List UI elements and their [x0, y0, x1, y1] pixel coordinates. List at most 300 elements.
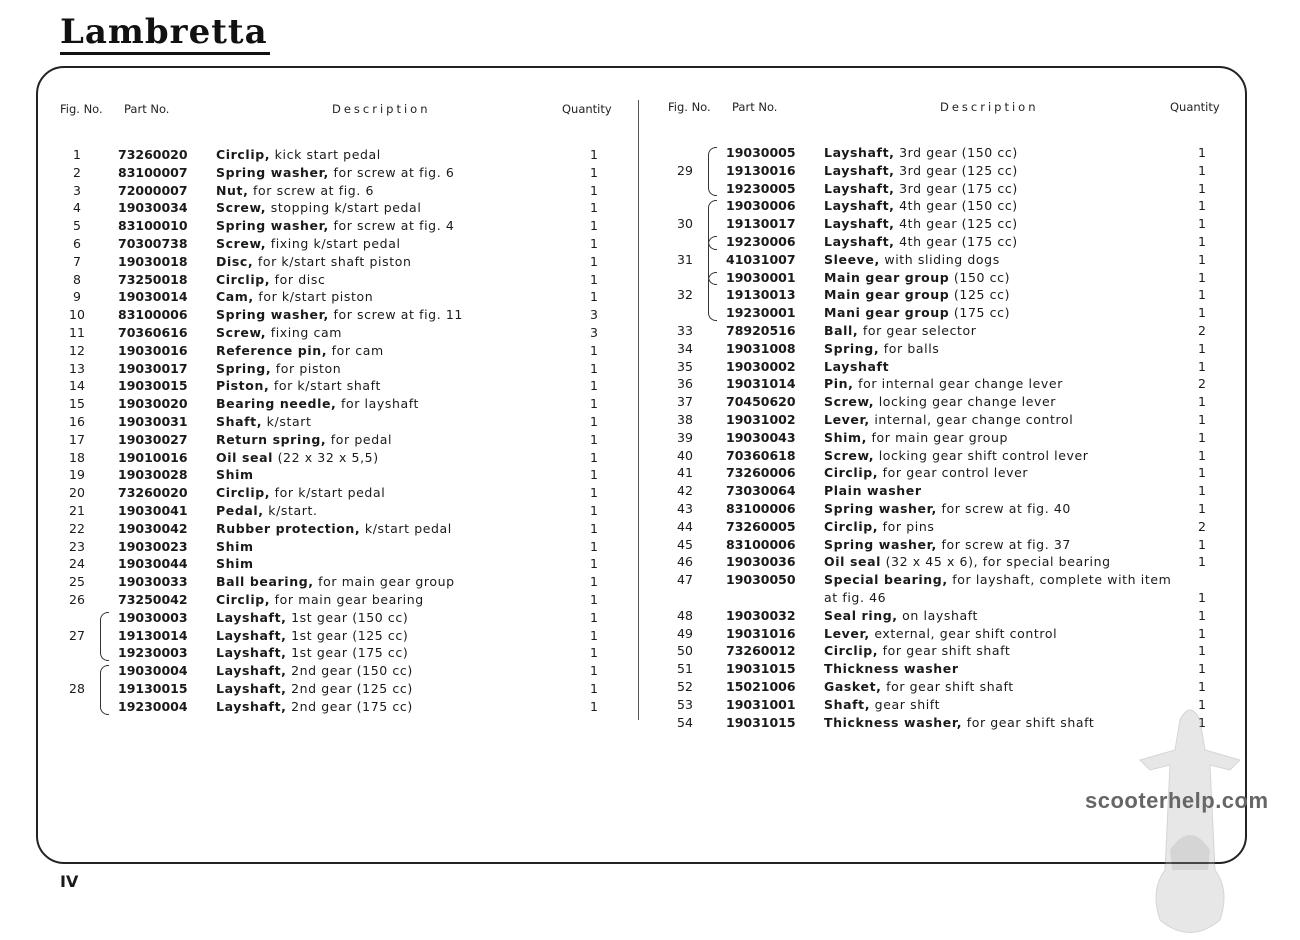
fig-number: 10: [69, 307, 85, 323]
description: [216, 413, 311, 431]
table-row: [666, 589, 1236, 607]
quantity: 1: [590, 271, 598, 287]
header-quantity: Quantity: [1170, 100, 1220, 114]
description: [824, 411, 1073, 429]
description: [216, 360, 341, 378]
table-row: [58, 342, 628, 360]
part-number: 19230005: [726, 180, 796, 196]
table-row: [666, 269, 1236, 287]
quantity: 1: [590, 200, 598, 216]
part-name: Shaft,: [216, 413, 263, 429]
description: [824, 180, 1018, 198]
part-number: 19030050: [726, 572, 796, 588]
part-number: 78920516: [726, 322, 796, 338]
part-number: 19030017: [118, 360, 188, 376]
fig-number: 2: [73, 164, 81, 180]
description: [216, 520, 452, 538]
part-detail: 2nd gear (150 cc): [286, 663, 413, 679]
fig-number: 24: [69, 556, 85, 572]
quantity: 1: [590, 663, 598, 679]
part-number: 19030032: [726, 607, 796, 623]
table-row: [58, 360, 628, 378]
fig-number: 33: [677, 322, 693, 338]
fig-number: 25: [69, 574, 85, 590]
part-name: Circlip,: [824, 465, 879, 481]
part-name: Spring washer,: [824, 500, 937, 516]
description: [824, 714, 1094, 732]
part-detail: 2nd gear (175 cc): [286, 698, 413, 714]
table-row: [666, 215, 1236, 233]
quantity: 1: [1198, 358, 1206, 374]
part-name: Special bearing,: [824, 572, 948, 588]
part-name: Return spring,: [216, 431, 327, 447]
part-number: 70360618: [726, 447, 796, 463]
table-row: [58, 235, 628, 253]
table-row: [666, 144, 1236, 162]
part-detail: internal, gear change control: [869, 411, 1074, 427]
part-detail: fixing k/start pedal: [266, 235, 401, 251]
fig-number: 40: [677, 447, 693, 463]
part-detail: 4th gear (150 cc): [894, 198, 1018, 214]
part-number: 19031016: [726, 625, 796, 641]
quantity: 1: [1198, 198, 1206, 214]
table-row: [666, 251, 1236, 269]
header-part-no: Part No.: [124, 102, 170, 116]
parts-table-right: [666, 100, 1236, 731]
fig-number: 7: [73, 253, 81, 269]
fig-number: 38: [677, 411, 693, 427]
quantity: 1: [1198, 607, 1206, 623]
part-number: 19130016: [726, 162, 796, 178]
fig-number: 48: [677, 607, 693, 623]
quantity: 2: [1198, 376, 1206, 392]
table-row: [666, 536, 1236, 554]
part-name: Layshaft,: [824, 198, 895, 214]
description: [824, 340, 939, 358]
part-number: 19030005: [726, 145, 796, 160]
table-row: [666, 500, 1236, 518]
fig-number: 46: [677, 554, 693, 570]
table-row: [58, 698, 628, 716]
part-detail: for piston: [271, 360, 342, 376]
part-name: Bearing needle,: [216, 396, 337, 412]
part-detail: for internal gear change lever: [853, 376, 1063, 392]
table-row: [666, 322, 1236, 340]
quantity: 1: [590, 698, 598, 714]
table-row: [58, 680, 628, 698]
fig-number: 13: [69, 360, 85, 376]
part-detail: for k/start piston: [253, 289, 374, 305]
fig-number: 19: [69, 467, 85, 483]
part-detail: for screw at fig. 11: [328, 307, 463, 323]
part-name: Shim: [216, 467, 254, 483]
fig-number: 49: [677, 625, 693, 641]
fig-number: 47: [677, 572, 693, 588]
description: [824, 304, 1010, 322]
quantity: 2: [1198, 518, 1206, 534]
part-number: 70300738: [118, 235, 188, 251]
quantity: 1: [1198, 145, 1206, 160]
table-row: [58, 395, 628, 413]
quantity: 3: [590, 307, 598, 323]
description: [824, 660, 959, 678]
part-number: 73250042: [118, 591, 188, 607]
part-detail: for main gear group: [313, 574, 455, 590]
fig-number: 39: [677, 429, 693, 445]
quantity: 1: [1198, 411, 1206, 427]
quantity: 1: [1198, 696, 1206, 712]
description: [824, 375, 1063, 393]
part-detail: for gear selector: [858, 322, 977, 338]
part-detail: for disc: [270, 271, 326, 287]
part-name: Spring,: [824, 340, 880, 356]
table-row: [666, 393, 1236, 411]
quantity: 1: [1198, 162, 1206, 178]
quantity: 1: [1198, 216, 1206, 232]
quantity: 1: [1198, 251, 1206, 267]
quantity: 1: [1198, 394, 1206, 410]
quantity: 1: [590, 591, 598, 607]
part-number: 19031002: [726, 411, 796, 427]
part-name: Main gear group: [824, 287, 950, 303]
table-row: [58, 431, 628, 449]
quantity: 1: [1198, 536, 1206, 552]
part-number: 19031015: [726, 661, 796, 677]
table-row: [666, 642, 1236, 660]
part-detail: (150 cc): [949, 269, 1011, 285]
fig-number: 42: [677, 483, 693, 499]
table-row: [666, 180, 1236, 198]
table-row: [666, 233, 1236, 251]
group-brace: [100, 665, 109, 714]
part-name: Screw,: [824, 394, 875, 410]
quantity: 1: [590, 342, 598, 358]
part-name: Circlip,: [216, 485, 271, 501]
table-row: [666, 625, 1236, 643]
quantity: 1: [590, 556, 598, 572]
page-number: IV: [60, 872, 79, 891]
table-row: [58, 573, 628, 591]
part-name: Spring washer,: [216, 307, 329, 323]
quantity: 1: [590, 520, 598, 536]
part-name: Layshaft,: [824, 233, 895, 249]
quantity: 1: [590, 413, 598, 429]
quantity: 1: [590, 396, 598, 412]
description: [216, 449, 379, 467]
part-name: Layshaft: [824, 358, 890, 374]
fig-number: 45: [677, 536, 693, 552]
part-number: 83100006: [726, 536, 796, 552]
part-detail: for cam: [327, 342, 384, 358]
part-detail: for k/start shaft: [269, 378, 381, 394]
part-number: 19030043: [726, 429, 796, 445]
quantity: 1: [590, 253, 598, 269]
table-row: [666, 197, 1236, 215]
quantity: 1: [590, 538, 598, 554]
fig-number: 11: [69, 324, 85, 340]
part-number: 41031007: [726, 251, 796, 267]
part-number: 19031015: [726, 714, 796, 730]
part-name: Disc,: [216, 253, 254, 269]
description: [216, 609, 408, 627]
part-number: 19030001: [726, 269, 796, 285]
description: [824, 269, 1010, 287]
part-detail: kick start pedal: [270, 147, 381, 162]
quantity: 1: [1198, 429, 1206, 445]
fig-number: 26: [69, 591, 85, 607]
quantity: 1: [1198, 500, 1206, 516]
table-row: [58, 253, 628, 271]
table-row: [58, 306, 628, 324]
part-number: 19030033: [118, 574, 188, 590]
description: [824, 447, 1089, 465]
quantity: 1: [1198, 678, 1206, 694]
fig-number: 22: [69, 520, 85, 536]
description: [824, 571, 1171, 589]
part-number: 19230001: [726, 305, 796, 321]
description: [824, 482, 922, 500]
part-detail: 3rd gear (150 cc): [894, 145, 1018, 160]
part-number: 19031014: [726, 376, 796, 392]
quantity: 1: [1198, 465, 1206, 481]
part-number: 19130013: [726, 287, 796, 303]
fig-number: 3: [73, 182, 81, 198]
part-name: Screw,: [824, 447, 875, 463]
part-detail: for pins: [878, 518, 935, 534]
table-row: [666, 375, 1236, 393]
parts-table-left: [58, 102, 628, 716]
fig-number: 51: [677, 661, 693, 677]
part-name: Shim: [216, 538, 254, 554]
quantity: 1: [1198, 269, 1206, 285]
part-detail: (22 x 32 x 5,5): [273, 449, 379, 465]
table-row: [666, 678, 1236, 696]
part-number: 19030020: [118, 396, 188, 412]
description: [216, 377, 381, 395]
part-number: 83100006: [726, 500, 796, 516]
description: [824, 553, 1111, 571]
header-fig-no: Fig. No.: [60, 102, 103, 116]
quantity: 1: [590, 449, 598, 465]
part-detail: with sliding dogs: [879, 251, 1000, 267]
table-header: [58, 102, 628, 122]
description: [216, 217, 454, 235]
header-fig-no: Fig. No.: [668, 100, 711, 114]
table-row: [58, 449, 628, 467]
quantity: 1: [590, 502, 598, 518]
table-row: [666, 429, 1236, 447]
part-number: 73260005: [726, 518, 796, 534]
part-detail: gear shift: [870, 696, 941, 712]
part-number: 15021006: [726, 678, 796, 694]
description: [216, 164, 454, 182]
description: [216, 182, 374, 200]
part-name: Plain washer: [824, 483, 922, 499]
part-detail: for screw at fig. 4: [328, 218, 455, 234]
quantity: 2: [1198, 322, 1206, 338]
description: [216, 573, 455, 591]
part-number: 83100007: [118, 164, 188, 180]
table-row: [666, 162, 1236, 180]
fig-number: 17: [69, 431, 85, 447]
part-name: Circlip,: [216, 271, 271, 287]
quantity: 1: [1198, 643, 1206, 659]
part-detail: k/start pedal: [360, 520, 452, 536]
table-row: [58, 644, 628, 662]
part-number: 73030064: [726, 483, 796, 499]
part-name: Ball bearing,: [216, 574, 314, 590]
table-row: [666, 340, 1236, 358]
table-row: [58, 591, 628, 609]
table-row: [666, 464, 1236, 482]
part-number: 19130014: [118, 627, 188, 643]
part-detail: 1st gear (175 cc): [286, 645, 409, 661]
description: [824, 215, 1018, 233]
table-row: [666, 304, 1236, 322]
description: [216, 235, 401, 253]
part-detail: locking gear shift control lever: [874, 447, 1089, 463]
part-number: 70450620: [726, 394, 796, 410]
description: [824, 393, 1056, 411]
quantity: 1: [590, 431, 598, 447]
part-detail: for layshaft: [336, 396, 420, 412]
quantity: 1: [1198, 233, 1206, 249]
table-row: [666, 411, 1236, 429]
part-name: Pin,: [824, 376, 854, 392]
description: [216, 484, 385, 502]
part-detail: for gear shift shaft: [881, 678, 1014, 694]
quantity: 1: [590, 680, 598, 696]
part-name: Shim: [216, 556, 254, 572]
description: [216, 698, 413, 716]
watermark: scooterhelp.com: [1085, 788, 1269, 813]
part-name: Pedal,: [216, 502, 264, 518]
part-name: Shaft,: [824, 696, 871, 712]
part-detail: 2nd gear (125 cc): [286, 680, 413, 696]
table-row: [58, 324, 628, 342]
part-number: 19030004: [118, 663, 188, 679]
table-row: [58, 164, 628, 182]
header-quantity: Quantity: [562, 102, 612, 116]
fig-number: 28: [69, 680, 85, 696]
part-number: 19031008: [726, 340, 796, 356]
part-detail: 1st gear (150 cc): [286, 609, 409, 625]
part-name: Nut,: [216, 182, 249, 198]
table-row: [666, 518, 1236, 536]
part-detail: at fig. 46: [824, 589, 887, 605]
part-number: 83100006: [118, 307, 188, 323]
fig-number: 4: [73, 200, 81, 216]
description: [824, 536, 1071, 554]
description: [216, 644, 408, 662]
description: [216, 591, 424, 609]
part-name: Screw,: [216, 200, 267, 216]
quantity: 1: [1198, 554, 1206, 570]
part-name: Thickness washer: [824, 661, 959, 677]
description: [824, 162, 1018, 180]
header-description: Description: [940, 100, 1039, 114]
part-name: Layshaft,: [216, 680, 287, 696]
part-number: 19030027: [118, 431, 188, 447]
part-name: Layshaft,: [216, 609, 287, 625]
group-brace: [708, 147, 717, 196]
scooter-illustration: [1120, 700, 1260, 940]
table-row: [58, 484, 628, 502]
table-header: [666, 100, 1236, 120]
part-name: Gasket,: [824, 678, 882, 694]
quantity: 1: [590, 360, 598, 376]
part-detail: for layshaft, complete with item: [947, 572, 1172, 588]
description: [216, 253, 411, 271]
table-row: [58, 377, 628, 395]
group-brace: [100, 612, 109, 661]
quantity: 1: [590, 182, 598, 198]
description: [216, 627, 408, 645]
part-name: Circlip,: [824, 643, 879, 659]
description: [216, 662, 413, 680]
part-name: Ball,: [824, 322, 859, 338]
quantity: 1: [590, 289, 598, 305]
table-row: [666, 447, 1236, 465]
fig-number: 1: [73, 147, 81, 162]
description: [216, 288, 373, 306]
part-name: Sleeve,: [824, 251, 880, 267]
quantity: 1: [1198, 447, 1206, 463]
part-name: Mani gear group: [824, 305, 950, 321]
table-row: [58, 502, 628, 520]
table-row: [58, 271, 628, 289]
quantity: 1: [1198, 661, 1206, 677]
part-number: 19030031: [118, 413, 188, 429]
quantity: 1: [590, 609, 598, 625]
part-number: 19230006: [726, 233, 796, 249]
quantity: 1: [1198, 483, 1206, 499]
part-name: Shim,: [824, 429, 867, 445]
part-detail: (175 cc): [949, 305, 1011, 321]
part-name: Piston,: [216, 378, 270, 394]
table-row: [58, 288, 628, 306]
part-number: 19031001: [726, 696, 796, 712]
part-detail: fixing cam: [266, 324, 343, 340]
part-number: 19010016: [118, 449, 188, 465]
fig-number: 18: [69, 449, 85, 465]
quantity: 1: [590, 235, 598, 251]
part-detail: 4th gear (175 cc): [894, 233, 1018, 249]
part-name: Circlip,: [216, 591, 271, 607]
table-row: [58, 217, 628, 235]
description: [824, 518, 935, 536]
part-detail: for main gear bearing: [270, 591, 424, 607]
description: [216, 538, 254, 556]
part-name: Layshaft,: [824, 216, 895, 232]
table-row: [666, 607, 1236, 625]
description: [824, 251, 1000, 269]
part-number: 19030034: [118, 200, 188, 216]
table-row: [58, 146, 628, 164]
part-number: 19030042: [118, 520, 188, 536]
part-detail: for gear shift shaft: [878, 643, 1011, 659]
quantity: 1: [590, 147, 598, 162]
part-number: 19030018: [118, 253, 188, 269]
table-row: [666, 553, 1236, 571]
part-detail: on layshaft: [897, 607, 979, 623]
description: [824, 358, 889, 376]
part-number: 72000007: [118, 182, 188, 198]
description: [216, 431, 392, 449]
fig-number: 44: [677, 518, 693, 534]
quantity: 1: [590, 627, 598, 643]
part-name: Layshaft,: [216, 698, 287, 714]
